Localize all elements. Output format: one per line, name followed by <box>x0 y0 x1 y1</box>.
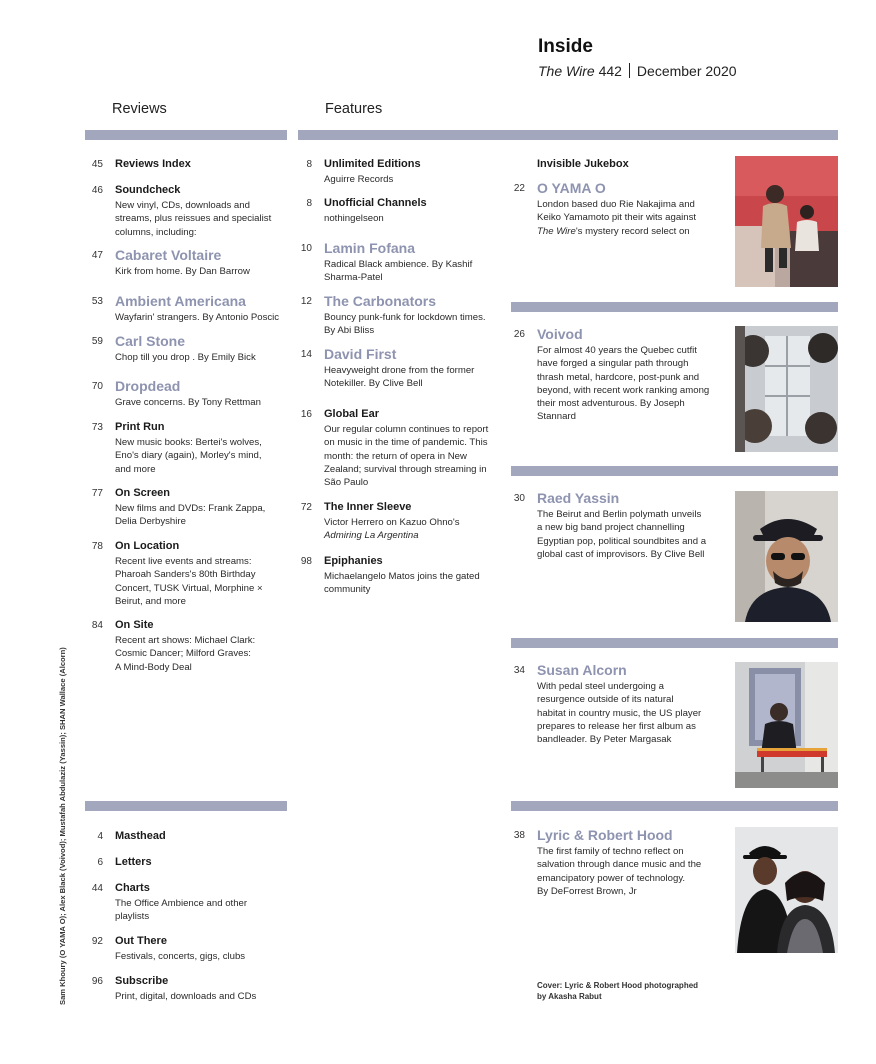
contents-entry <box>97 830 295 845</box>
page-number: 47 <box>91 250 103 261</box>
desc-line: São Paulo <box>324 477 369 489</box>
entry-description <box>115 555 295 608</box>
entry-title: Cabaret Voltaire <box>115 247 222 263</box>
desc-line: Beirut, and more <box>115 595 186 607</box>
contents-entry <box>91 378 295 409</box>
section-bar <box>511 302 838 312</box>
entry-title: Soundcheck <box>115 184 181 196</box>
desc-line: thrash metal, hardcore, post-punk and <box>537 371 700 383</box>
entry-title: Print Run <box>115 421 165 433</box>
divider <box>629 63 630 78</box>
contents-entry <box>91 247 295 278</box>
susan-alcorn-photo <box>735 662 838 788</box>
desc-line: Festivals, concerts, gigs, clubs <box>115 951 246 962</box>
contents-entry <box>97 856 295 871</box>
section-bar <box>85 130 287 140</box>
page-number: 78 <box>91 541 103 552</box>
desc-line: With pedal steel undergoing a <box>537 681 664 692</box>
page-number: 34 <box>513 665 525 676</box>
section-bar <box>85 801 287 811</box>
entry-title: On Location <box>115 540 180 552</box>
entry-description <box>115 436 295 476</box>
desc-line: New vinyl, CDs, downloads and <box>115 200 250 211</box>
desc-line-italic: The Wire <box>537 225 576 237</box>
desc-line: playlists <box>115 911 150 923</box>
desc-line: Michaelangelo Matos joins the gated <box>324 571 480 582</box>
page-number: 84 <box>91 620 103 631</box>
desc-line: a new big band project channelling <box>537 522 685 534</box>
page-number: 46 <box>91 185 103 196</box>
desc-line: Recent art shows: Michael Clark: <box>115 635 256 646</box>
desc-line: Cosmic Dancer; Milford Graves: <box>115 648 251 660</box>
issue-date: December 2020 <box>636 63 737 79</box>
entry-description <box>115 990 295 1003</box>
entry-description <box>324 570 509 597</box>
entry-description <box>324 173 509 186</box>
desc-line: habitat in country music, the US player <box>537 707 702 719</box>
desc-line: prepares to release her first album as <box>537 720 696 732</box>
features-heading: Features <box>325 101 383 117</box>
desc-line: and more <box>115 463 156 475</box>
contents-entry <box>91 293 295 324</box>
desc-line: streams, plus reissues and specialist <box>115 213 272 225</box>
entry-description <box>115 897 295 924</box>
entry-description <box>115 265 295 278</box>
desc-line: Zealand; survival through streaming in <box>324 463 487 475</box>
issue-line <box>538 63 737 79</box>
contents-entry <box>91 158 295 173</box>
page-number: 16 <box>300 409 312 420</box>
entry-title: Susan Alcorn <box>537 662 627 678</box>
entry-title: Raed Yassin <box>537 490 620 506</box>
page-number: 73 <box>91 422 103 433</box>
desc-line: have forged a singular path through <box>537 358 689 370</box>
contents-entry <box>513 326 729 424</box>
contents-entry <box>91 935 295 963</box>
contents-entry <box>91 421 295 476</box>
entry-title: Letters <box>115 856 152 868</box>
desc-line: emancipatory power of technology. <box>537 872 686 884</box>
page-number: 38 <box>513 830 525 841</box>
desc-line: resurgence outside of its natural <box>537 694 674 706</box>
contents-entry <box>513 490 729 561</box>
desc-line: Concert, TUSK Virtual, Morphine × <box>115 582 263 594</box>
entry-description <box>324 516 509 543</box>
desc-line: Chop till you drop . By Emily Bick <box>115 352 256 363</box>
contents-entry <box>300 346 509 391</box>
entry-description <box>537 680 729 746</box>
entry-description <box>537 845 729 898</box>
contents-entry <box>513 180 729 238</box>
lyric-robert-hood-photo <box>735 827 838 953</box>
page-number: 44 <box>91 883 103 894</box>
cover-credit <box>537 980 727 1002</box>
contents-entry <box>306 197 509 225</box>
desc-line: Notekiller. By Clive Bell <box>324 378 423 390</box>
entry-title: Epiphanies <box>324 555 383 567</box>
invisible-jukebox-heading: Invisible Jukebox <box>537 158 629 170</box>
cover-credit-line: by Akasha Rabut <box>537 992 602 1001</box>
desc-line: The Beirut and Berlin polymath unveils <box>537 509 702 520</box>
contents-entry <box>513 827 729 898</box>
section-bar <box>511 466 838 476</box>
entry-title: The Inner Sleeve <box>324 501 412 513</box>
contents-entry <box>91 184 295 239</box>
page-number: 92 <box>91 936 103 947</box>
desc-line: their most adventurous. By Joseph <box>537 398 685 410</box>
page-number: 8 <box>306 198 312 209</box>
desc-line: Eno's diary (again), Morley's mind, <box>115 450 262 462</box>
page-number: 53 <box>91 296 103 307</box>
section-bar <box>298 130 838 140</box>
page-number: 4 <box>97 831 103 842</box>
entry-description <box>537 344 729 424</box>
contents-entry <box>91 975 295 1003</box>
magazine-name: The Wire <box>538 63 595 79</box>
desc-line: By DeForrest Brown, Jr <box>537 885 637 897</box>
reviews-heading: Reviews <box>112 101 167 117</box>
desc-line: New music books: Bertei's wolves, <box>115 437 262 448</box>
desc-line: nothingelseon <box>324 213 384 224</box>
entry-description <box>324 212 509 225</box>
raed-yassin-photo <box>735 491 838 622</box>
entry-description <box>115 502 295 529</box>
entry-title: Lamin Fofana <box>324 240 416 256</box>
desc-line: Delia Derbyshire <box>115 516 186 528</box>
entry-title: O YAMA O <box>537 180 606 196</box>
page-number: 77 <box>91 488 103 499</box>
desc-line: Admiring La Argentina <box>324 530 419 542</box>
oyamao-photo <box>735 156 838 287</box>
entry-title: Dropdead <box>115 378 181 394</box>
entry-title: Masthead <box>115 830 166 842</box>
desc-line: Bouncy punk-funk for lockdown times. <box>324 312 486 323</box>
page-number: 59 <box>91 336 103 347</box>
entry-title: Lyric & Robert Hood <box>537 827 673 843</box>
desc-line: Pharoah Sanders's 80th Birthday <box>115 569 256 581</box>
desc-line: Print, digital, downloads and CDs <box>115 991 257 1002</box>
desc-line: London based duo Rie Nakajima and <box>537 199 695 210</box>
desc-line: Radical Black ambience. By Kashif <box>324 259 473 270</box>
contents-entry <box>91 619 295 674</box>
entry-description <box>115 396 295 409</box>
page-number: 14 <box>300 349 312 360</box>
page-number: 26 <box>513 329 525 340</box>
issue-number: 442 <box>598 63 622 79</box>
page-number: 12 <box>300 296 312 307</box>
contents-entry <box>91 882 295 924</box>
entry-description <box>115 311 295 324</box>
page-number: 10 <box>300 243 312 254</box>
contents-entry <box>300 240 509 285</box>
contents-entry <box>300 555 509 597</box>
desc-line: Kirk from home. By Dan Barrow <box>115 266 250 277</box>
page-number: 72 <box>300 502 312 513</box>
entry-description <box>115 634 295 674</box>
entry-title: Unlimited Editions <box>324 158 421 170</box>
desc-line: Wayfarin' strangers. By Antonio Poscic <box>115 312 280 323</box>
entry-title: Reviews Index <box>115 158 191 170</box>
entry-description <box>324 311 509 338</box>
page-number: 45 <box>91 159 103 170</box>
desc-line <box>537 225 729 238</box>
desc-line: Stannard <box>537 411 576 423</box>
desc-line: beyond, with recent work ranking among <box>537 384 710 396</box>
desc-line: salvation through dance music and the <box>537 859 702 871</box>
voivod-photo <box>735 326 838 452</box>
entry-title: Voivod <box>537 326 583 342</box>
desc-line: columns, including: <box>115 226 197 238</box>
desc-line: The Office Ambience and other <box>115 898 248 909</box>
entry-description <box>324 258 509 285</box>
desc-line: on music in the time of pandemic. This <box>324 437 488 449</box>
section-bar <box>511 801 838 811</box>
contents-entry <box>91 540 295 608</box>
entry-title: On Site <box>115 619 154 631</box>
desc-line: month: the return of opera in New <box>324 450 467 462</box>
desc-line: A Mind-Body Deal <box>115 661 192 673</box>
page-number: 8 <box>306 159 312 170</box>
entry-description <box>115 950 295 963</box>
section-bar <box>511 638 838 648</box>
entry-title: Charts <box>115 882 150 894</box>
page-number: 98 <box>300 556 312 567</box>
desc-line: The first family of techno reflect on <box>537 846 684 857</box>
desc-line: Recent live events and streams: <box>115 556 252 567</box>
desc-line: Aguirre Records <box>324 174 394 185</box>
entry-description <box>537 508 729 561</box>
page-number: 22 <box>513 183 525 194</box>
page-number: 70 <box>91 381 103 392</box>
desc-line: Victor Herrero on Kazuo Ohno's <box>324 517 460 528</box>
entry-title: Carl Stone <box>115 333 186 349</box>
entry-description <box>115 199 295 239</box>
contents-entry <box>91 487 295 529</box>
contents-entry <box>91 333 295 364</box>
desc-line: Grave concerns. By Tony Rettman <box>115 397 261 408</box>
contents-entry <box>300 408 509 489</box>
desc-line: Egyptian pop, political soundbites and a <box>537 535 707 547</box>
photo-credits: Sam Khoury (O YAMA O); Alex Black (Voivod); Mustafah Abdulaziz (Yassin); SHAN Wallace (Alcorn) <box>58 647 67 1005</box>
entry-title: The Carbonators <box>324 293 437 309</box>
entry-description <box>537 198 729 238</box>
entry-description <box>324 364 509 391</box>
entry-title: Global Ear <box>324 408 380 420</box>
desc-line: global cast of improvisors. By Clive Bell <box>537 548 705 560</box>
page-title: Inside <box>538 36 593 57</box>
desc-line: bandleader. By Peter Margasak <box>537 734 672 746</box>
desc-line: Our regular column continues to report <box>324 424 489 435</box>
desc-line: New films and DVDs: Frank Zappa, <box>115 503 266 514</box>
page-number: 96 <box>91 976 103 987</box>
contents-entry <box>300 293 509 338</box>
entry-title: On Screen <box>115 487 171 499</box>
contents-entry <box>513 662 729 746</box>
entry-title: David First <box>324 346 397 362</box>
desc-line: By Abi Bliss <box>324 325 375 337</box>
page-number: 6 <box>97 857 103 868</box>
desc-line-rest: 's mystery record select on <box>575 225 690 237</box>
desc-line: For almost 40 years the Quebec cutfit <box>537 345 697 356</box>
cover-credit-line: Cover: Lyric & Robert Hood photographed <box>537 981 699 990</box>
desc-line: community <box>324 584 371 596</box>
desc-line: Sharma-Patel <box>324 272 383 284</box>
desc-line: Keiko Yamamoto pit their wits against <box>537 212 697 224</box>
entry-description <box>115 351 295 364</box>
contents-entry <box>306 158 509 186</box>
entry-title: Subscribe <box>115 975 169 987</box>
entry-description <box>324 423 509 489</box>
page-number: 30 <box>513 493 525 504</box>
desc-line: Heavyweight drone from the former <box>324 365 475 376</box>
entry-title: Out There <box>115 935 167 947</box>
contents-entry <box>300 501 509 543</box>
entry-title: Ambient Americana <box>115 293 246 309</box>
entry-title: Unofficial Channels <box>324 197 427 209</box>
